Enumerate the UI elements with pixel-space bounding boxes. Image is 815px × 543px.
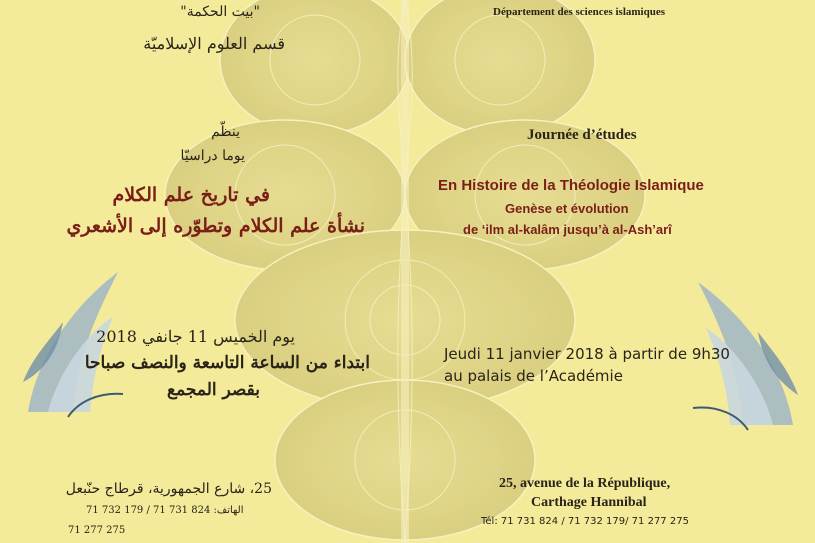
french-title-line3: de ‘ilm al-kalâm jusqu’à al-Ash’arî (463, 222, 672, 237)
arabic-address: 25، شارع الجمهورية، قرطاج حنّبعل (65, 481, 272, 497)
french-department: Département des sciences islamiques (493, 6, 666, 18)
arabic-title-line1: في تاريخ علم الكلام (112, 184, 270, 206)
french-phone: Tél: 71 731 824 / 71 732 179/ 71 277 275 (481, 516, 689, 527)
french-address-line1: 25, avenue de la République, (499, 476, 671, 491)
french-place: au palais de l’Académie (444, 367, 623, 385)
arabic-time: ابتداء من الساعة التاسعة والنصف صباحا (84, 353, 370, 373)
french-study-day: Journée d’études (527, 127, 637, 143)
arabic-study-day: يوما دراسيّا (180, 148, 245, 164)
arabic-department: قسم العلوم الإسلاميّة (143, 34, 285, 53)
arabic-phone: الهاتف: 824 731 71 / 179 732 71 (86, 505, 244, 516)
arabic-date: يوم الخميس 11 جانفي 2018 (96, 327, 295, 346)
french-title-line2: Genèse et évolution (505, 201, 629, 216)
arabic-title-line2: نشأة علم الكلام وتطوّره إلى الأشعري (66, 215, 365, 237)
arabic-phone-2: 71 277 275 (68, 525, 126, 536)
french-address-line2: Carthage Hannibal (531, 495, 647, 510)
arabic-place: بقصر المجمع (167, 380, 260, 400)
arabic-organizes: ينظّم (211, 124, 240, 140)
arabic-org-name: "بيت الحكمة" (180, 4, 260, 20)
french-date: Jeudi 11 janvier 2018 à partir de 9h30 (444, 345, 730, 363)
french-title-line1: En Histoire de la Théologie Islamique (438, 177, 704, 194)
